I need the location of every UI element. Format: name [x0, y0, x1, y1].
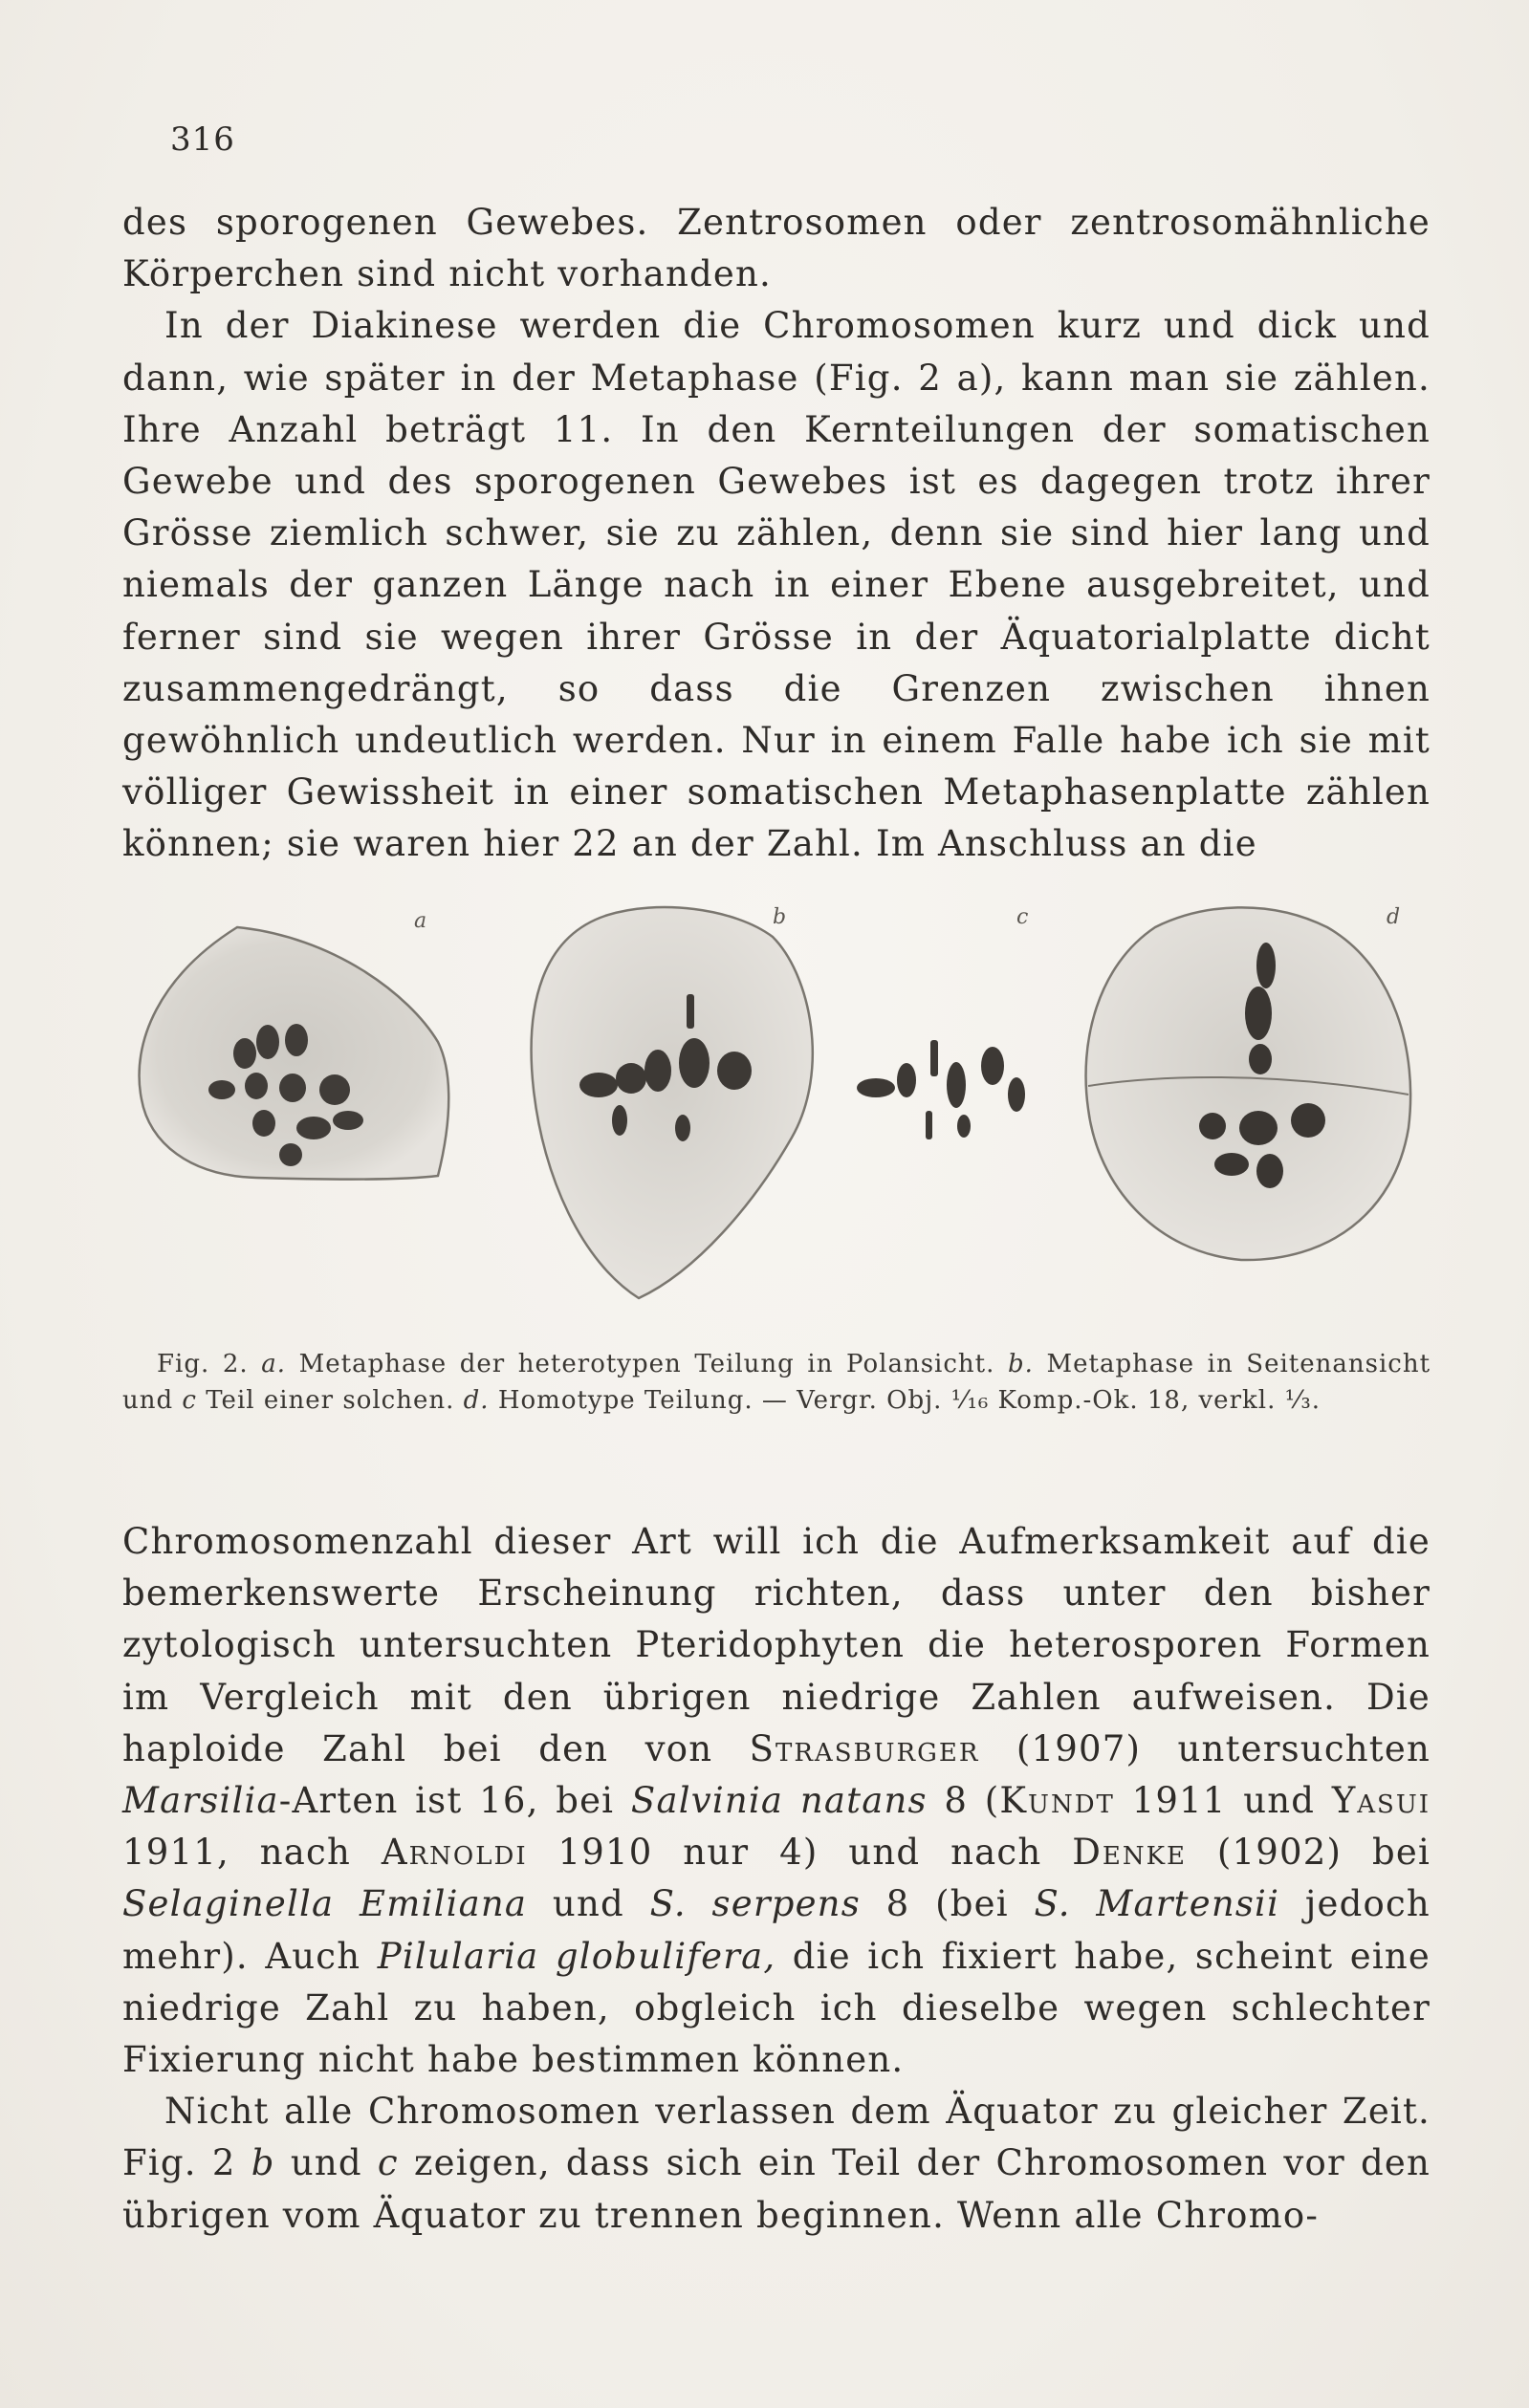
taxon-name: S. serpens [649, 1883, 861, 1925]
paragraph: In der Diakinese werden die Chromosomen kurz und dick und dann, wie später in der Metaphase (Fig. 2 a), kann man sie zählen. Ihre Anzahl beträgt 11. In den Kernteilungen der somatischen Gewebe und des sporogenen Gewebes ist es dagegen trotz ihrer Grösse ziemlich schwer, sie zu zählen, denn sie sind hier lang und niemals der ganzen Länge nach in einer Ebene ausgebreitet, und ferner sind sie wegen ihrer Grösse in der Äquatorialplatte dicht zusammengedrängt, so dass die Grenzen zwischen ihnen gewöhnlich undeutlich werden. Nur in einem Falle habe ich sie mit völliger Gewissheit in einer somatischen Metaphasenplatte zählen können; sie waren hier 22 an der Zahl. Im Anschluss an die [122, 305, 1431, 865]
author-name: Yasui [1331, 1780, 1431, 1822]
caption-label-d: d. [463, 1386, 490, 1415]
figure-panel-d [1086, 905, 1411, 1260]
figure-label-d: d [1387, 905, 1401, 929]
caption-label-a: a. [261, 1350, 287, 1378]
figure-label-c: c [1016, 905, 1029, 929]
text-run: -Arten ist 16, bei [278, 1780, 615, 1822]
figure-2 [122, 899, 1431, 1348]
author-name: Kundt [999, 1780, 1115, 1822]
author-name: Strasburger [749, 1727, 980, 1769]
text-run: 8 ( [944, 1780, 1000, 1822]
paragraph [122, 2086, 1431, 2242]
text-run: Nicht alle Chromosomen verlassen dem Äquator zu gleicher Zeit. Fig. 2 [122, 2091, 1431, 2184]
taxon-name: Selaginella Emiliana [122, 1883, 528, 1925]
text-block-top [122, 197, 1431, 871]
taxon-name: Salvinia natans [630, 1780, 928, 1822]
cell-outline-b [532, 907, 813, 1298]
author-name: Denke [1072, 1832, 1188, 1874]
figure-label-b: b [773, 905, 787, 929]
caption-fig: Fig. 2. [157, 1350, 249, 1378]
author-name: Arnoldi [381, 1832, 528, 1874]
text-run: jedoch mehr). Auch [122, 1883, 1431, 1977]
chromosomes-c [857, 1040, 1025, 1139]
paragraph: des sporogenen Gewebes. Zentrosomen oder zentrosomähnliche Körperchen sind nicht vorhanden. [122, 202, 1431, 295]
text-run: und [552, 1883, 624, 1925]
cell-outline-d [1086, 907, 1411, 1260]
figure-panel-b [532, 905, 813, 1298]
text-run: 8 (bei [885, 1883, 1009, 1925]
caption-label-b: b. [1007, 1350, 1034, 1378]
paragraph [122, 1516, 1431, 2086]
figure-panel-c [857, 905, 1028, 1139]
figure-panel-a [140, 909, 449, 1180]
text-run: die ich fixiert habe, scheint eine niedrige Zahl zu haben, obgleich ich dieselbe wegen schlechter Fixierung nicht habe bestimmen können. [122, 1935, 1431, 2081]
figure-ref: b [251, 2142, 275, 2184]
text-run: 1911, nach [122, 1832, 352, 1874]
text-block-bottom [122, 1516, 1431, 2242]
text-run: (1907) untersuchten [1016, 1727, 1431, 1769]
caption-text-d: Homotype Teilung. — Vergr. Obj. ¹⁄₁₆ Komp.-Ok. 18, verkl. ¹⁄₃. [497, 1386, 1321, 1415]
page-number: 316 [170, 120, 235, 159]
text-run: und [290, 2142, 362, 2184]
text-run: (1902) bei [1216, 1832, 1431, 1874]
text-run: zeigen, dass sich ein Teil der Chromosomen vor den übrigen vom Äquator zu trennen beginnen. Wenn alle Chromo- [122, 2142, 1431, 2236]
figure-label-a: a [414, 909, 427, 933]
caption-text-a: Metaphase der heterotypen Teilung in Polansicht. [298, 1350, 995, 1378]
taxon-name: S. Martensii [1034, 1883, 1280, 1925]
text-run: Chromosomenzahl dieser Art will ich die Aufmerksamkeit auf die bemerkenswerte Erscheinung richten, dass unter den bisher zytologisch untersuchten Pteridophyten die heterosporen Formen im Vergleich mit den übrigen niedrige Zahlen aufweisen. Die haploide Zahl bei den von [122, 1521, 1431, 1769]
caption-text-b: Metaphase in Seitenansicht und [122, 1350, 1431, 1415]
figure-ref: c [377, 2142, 399, 2184]
caption-text-c: Teil einer solchen. [206, 1386, 455, 1415]
taxon-name: Pilularia globulifera, [377, 1935, 776, 1977]
caption-label-c: c [182, 1386, 197, 1415]
text-run: 1911 und [1131, 1780, 1316, 1822]
figure-caption [122, 1346, 1431, 1419]
text-run: 1910 nur 4) und nach [557, 1832, 1042, 1874]
taxon-name: Marsilia [122, 1780, 279, 1822]
figure-2-illustration [122, 899, 1431, 1348]
